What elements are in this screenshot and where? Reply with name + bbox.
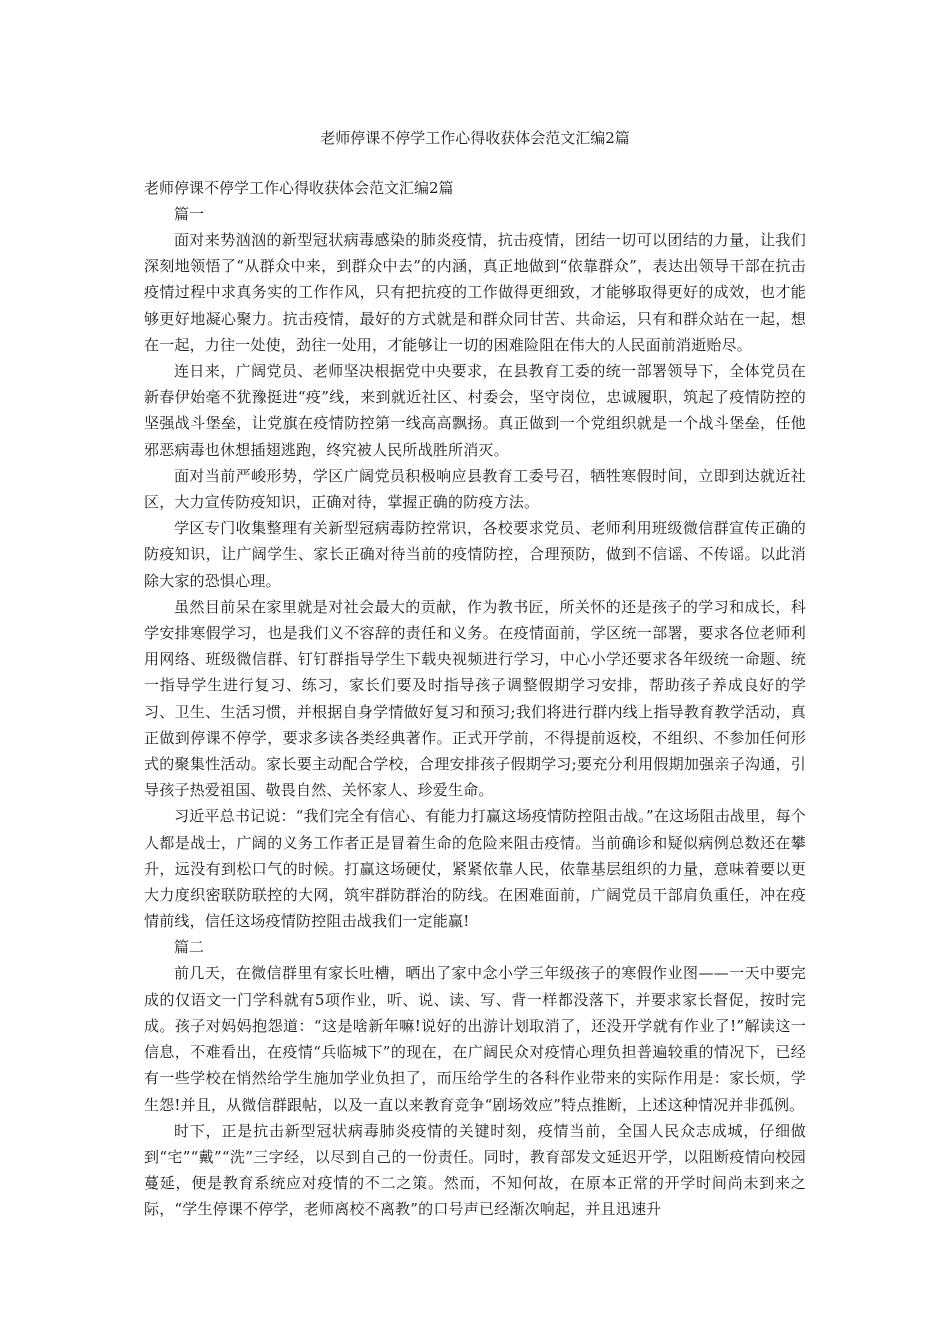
section-heading-2: 篇二 xyxy=(174,938,205,957)
paragraph: 连日来，广阔党员、老师坚决根据党中央要求，在县教育工委的统一部署领导下，全体党员在新春伊始毫不犹豫挺进“疫”线，来到就近社区、村委会，坚守岗位，忠诚履职，筑起了疫情防控的坚强战斗堡垒，让党旗在疫情防控第一线高高飘扬。真正做到一个党组织就是一个战斗堡垒，任他邪恶病毒也休想插翅逃跑，终究被人民所战胜所消灭。 xyxy=(144,362,806,459)
document-body xyxy=(144,175,806,1223)
document-subtitle: 老师停课不停学工作心得收获体会范文汇编2篇 xyxy=(144,179,454,197)
paragraph: 学区专门收集整理有关新型冠病毒防控常识，各校要求党员、老师利用班级微信群宣传正确的防疫知识，让广阔学生、家长正确对待当前的疫情防控，合理预防，做到不信谣、不传谣。以此消除大家的恐惧心理。 xyxy=(144,519,806,590)
paragraph: 时下，正是抗击新型冠状病毒肺炎疫情的关键时刻，疫情当前，全国人民众志成城，仔细做到“宅”“戴”“洗”三字经，以尽到自己的一份责任。同时，教育部发文延迟开学，以阻断疫情向校园蔓延，便是教育系统应对疫情的不二之策。然而，不知何故，在原本正常的开学时间尚未到来之际，“学生停课不停学，老师离校不离教”的口号声已经渐次响起，并且迅速升 xyxy=(144,1121,806,1219)
paragraph: 习近平总书记说：“我们完全有信心、有能力打赢这场疫情防控阻击战。”在这场阻击战里，每个人都是战士，广阔的义务工作者正是冒着生命的危险来阻击疫情。当前确诊和疑似病例总数还在攀升，远没有到松口气的时候。打赢这场硬仗，紧紧依靠人民，依靠基层组织的力量，意味着要以更大力度织密联防联控的大网，筑牢群防群治的防线。在困难面前，广阔党员干部肩负重任，冲在疫情前线，信任这场疫情防控阻击战我们一定能赢! xyxy=(144,807,806,931)
paragraph: 面对来势汹汹的新型冠状病毒感染的肺炎疫情，抗击疫情，团结一切可以团结的力量，让我们深刻地领悟了“从群众中来，到群众中去”的内涵，真正地做到“依靠群众”，表达出领导干部在抗击疫情过程中求真务实的工作作风，只有把抗疫的工作做得更细致，才能够取得更好的成效，也才能够更好地凝心聚力。抗击疫情，最好的方式就是和群众同甘苦、共命运，只有和群众站在一起，想在一起，力往一处使，劲往一处用，才能够让一切的困难险阻在伟大的人民面前消逝贻尽。 xyxy=(144,231,806,354)
document-title: 老师停课不停学工作心得收获体会范文汇编2篇 xyxy=(320,129,630,147)
paragraph: 面对当前严峻形势，学区广阔党员积极响应县教育工委号召，牺牲寒假时间，立即到达就近社区，大力宣传防疫知识，正确对待，掌握正确的防疫方法。 xyxy=(144,466,806,512)
paragraph: 虽然目前呆在家里就是对社会最大的贡献，作为教书匠，所关怀的还是孩子的学习和成长，科学安排寒假学习，也是我们义不容辞的责任和义务。在疫情面前，学区统一部署，要求各位老师利用网络、班级微信群、钉钉群指导学生下载央视频进行学习，中心小学还要求各年级统一命题、统一指导学生进行复习、练习，家长们要及时指导孩子调整假期学习安排，帮助孩子养成良好的学习、卫生、生活习惯，并根据自身学情做好复习和预习;我们将进行群内线上指导教育教学活动，真正做到停课不停学，要求多读各类经典著作。正式开学前，不得提前返校，不组织、不参加任何形式的聚集性活动。家长要主动配合学校，合理安排孩子假期学习;要充分利用假期加强亲子沟通，引导孩子热爱祖国、敬畏自然、关怀家人、珍爱生命。 xyxy=(144,597,806,800)
section-heading-1: 篇一 xyxy=(174,205,205,223)
paragraph: 前几天，在微信群里有家长吐槽，晒出了家中念小学三年级孩子的寒假作业图——一天中要完成的仅语文一门学科就有5项作业，听、说、读、写、背一样都没落下，并要求家长督促，按时完成。孩子对妈妈抱怨道：“这是啥新年嘛!说好的出游计划取消了，还没开学就有作业了!”解读这一信息，不难看出，在疫情“兵临城下”的现在，在广阔民众对疫情心理负担普遍较重的情况下，已经有一些学校在悄然给学生施加学业负担了，而压给学生的各科作业带来的实际作用是：家长烦，学生怨!并且，从微信群跟帖，以及一直以来教育竞争“剧场效应”特点推断，上述这种情况并非孤例。 xyxy=(144,964,806,1114)
